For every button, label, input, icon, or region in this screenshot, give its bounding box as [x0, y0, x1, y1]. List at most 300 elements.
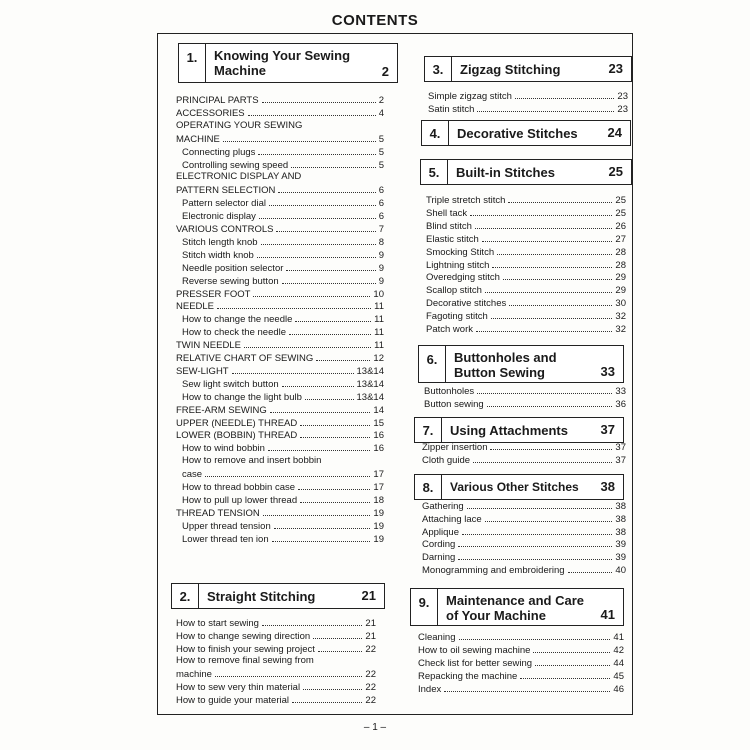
toc-entry[interactable] — [176, 107, 384, 119]
dot-leader — [568, 564, 613, 573]
section-page: 21 — [361, 588, 376, 603]
toc-entry[interactable] — [176, 300, 384, 312]
dot-leader — [300, 429, 370, 438]
toc-entry[interactable] — [182, 236, 384, 248]
toc-entry-page: 13&14 — [356, 366, 384, 377]
toc-entry-page: 26 — [615, 221, 626, 232]
section-title-line1: Maintenance and Care — [446, 593, 584, 608]
toc-entry-page: 32 — [615, 311, 626, 322]
toc-entry-page: 12 — [373, 353, 384, 364]
toc-entry[interactable] — [176, 352, 384, 364]
section-header-9[interactable] — [410, 588, 624, 626]
dot-leader — [313, 630, 362, 639]
dot-leader — [248, 107, 376, 116]
toc-entry-page: 21 — [365, 631, 376, 642]
dot-leader — [535, 657, 610, 666]
toc-entry-page: 19 — [373, 508, 384, 519]
toc-entry[interactable] — [182, 391, 384, 403]
toc-entry[interactable] — [176, 120, 384, 132]
toc-entry-label: Electronic display — [182, 211, 256, 222]
toc-entry-page: 17 — [373, 482, 384, 493]
toc-entry-label: How to change the needle — [182, 314, 293, 325]
dot-leader — [268, 442, 371, 451]
toc-entry-label: Controlling sewing speed — [182, 160, 289, 171]
toc-entry-page: 22 — [365, 644, 376, 655]
dot-leader — [509, 297, 612, 306]
section-title: Built-in Stitches — [456, 164, 555, 180]
toc-entry[interactable] — [422, 526, 626, 538]
toc-entry[interactable] — [182, 159, 384, 171]
dot-leader — [492, 259, 612, 268]
toc-entry-page: 2 — [378, 95, 384, 106]
toc-entry[interactable] — [422, 538, 626, 550]
toc-entry[interactable] — [176, 223, 384, 235]
section-number: 1. — [179, 44, 206, 82]
dot-leader — [444, 683, 610, 692]
toc-entry[interactable] — [182, 455, 384, 467]
toc-entry[interactable] — [182, 481, 384, 493]
toc-entry[interactable] — [426, 310, 626, 322]
toc-entry[interactable] — [176, 339, 384, 351]
dot-leader — [490, 441, 612, 450]
toc-entry[interactable] — [426, 323, 626, 335]
dot-leader — [258, 146, 375, 155]
toc-entry[interactable] — [426, 271, 626, 283]
toc-entry-label: Applique — [422, 527, 459, 538]
toc-entry-page: 5 — [378, 147, 384, 158]
toc-entry-page: 6 — [378, 198, 384, 209]
dot-leader — [533, 644, 610, 653]
toc-entry[interactable] — [422, 454, 626, 466]
toc-entry[interactable] — [176, 429, 384, 441]
dot-leader — [232, 365, 354, 374]
section-page: 37 — [600, 422, 615, 437]
toc-entry-page: 4 — [378, 108, 384, 119]
toc-entry-label: Cloth guide — [422, 455, 471, 466]
toc-entry[interactable] — [176, 133, 384, 145]
dot-leader — [215, 668, 363, 677]
toc-entry[interactable] — [426, 284, 626, 296]
toc-entry-page: 30 — [615, 298, 626, 309]
toc-entry-label: Cleaning — [418, 632, 456, 643]
toc-entry-page: 16 — [373, 443, 384, 454]
toc-entry-label: PRESSER FOOT — [176, 289, 251, 300]
toc-entry[interactable] — [418, 644, 624, 656]
toc-entry-page: 19 — [373, 521, 384, 532]
toc-entry[interactable] — [424, 385, 626, 397]
section-number: 6. — [419, 346, 446, 382]
toc-entry[interactable] — [422, 513, 626, 525]
toc-entry[interactable] — [182, 378, 384, 390]
toc-entry[interactable] — [418, 657, 624, 669]
toc-entry-label: Stitch length knob — [182, 237, 258, 248]
toc-entry-page: 13&14 — [356, 392, 384, 403]
toc-entry[interactable] — [182, 520, 384, 532]
dot-leader — [282, 378, 354, 387]
toc-entry-page: 46 — [613, 684, 624, 695]
toc-entry-page: 33 — [615, 386, 626, 397]
dot-leader — [263, 507, 371, 516]
toc-entry-label: How to remove final sewing from — [176, 655, 314, 666]
toc-entry-page: 23 — [617, 91, 628, 102]
section-title: Straight Stitching — [207, 588, 316, 604]
toc-entry-label: Reverse sewing button — [182, 276, 279, 287]
dot-leader — [508, 194, 612, 203]
dot-leader — [295, 313, 371, 322]
section-number: 9. — [411, 589, 438, 625]
section-title: Using Attachments — [450, 422, 568, 438]
dot-leader — [257, 249, 376, 258]
dot-leader — [270, 404, 371, 413]
dot-leader — [470, 207, 612, 216]
dot-leader — [205, 468, 370, 477]
dot-leader — [491, 310, 613, 319]
dot-leader — [316, 352, 370, 361]
toc-entry-label: PATTERN SELECTION — [176, 185, 276, 196]
dot-leader — [261, 236, 376, 245]
toc-entry-label: How to change sewing direction — [176, 631, 311, 642]
toc-entry-label: Darning — [422, 552, 456, 563]
toc-entry[interactable] — [182, 210, 384, 222]
toc-entry-page: 7 — [378, 224, 384, 235]
toc-entry-label: How to start sewing — [176, 618, 259, 629]
toc-entry-label: machine — [176, 669, 212, 680]
section-header-3[interactable] — [424, 56, 632, 82]
toc-entry-label: Cording — [422, 539, 456, 550]
toc-entry-label: FREE-ARM SEWING — [176, 405, 267, 416]
toc-entry[interactable] — [176, 655, 376, 667]
toc-entry-page: 11 — [374, 314, 384, 325]
dot-leader — [259, 210, 376, 219]
toc-entry-page: 28 — [615, 247, 626, 258]
section-header-4[interactable] — [421, 120, 631, 146]
toc-entry-label: Button sewing — [424, 399, 484, 410]
toc-entry[interactable] — [176, 668, 376, 680]
toc-entry-page: 16 — [373, 430, 384, 441]
dot-leader — [482, 233, 613, 242]
toc-entry[interactable] — [176, 630, 376, 642]
dot-leader — [282, 275, 376, 284]
toc-entry[interactable] — [182, 468, 384, 480]
dot-leader — [477, 103, 614, 112]
toc-entry[interactable] — [426, 297, 626, 309]
toc-entry-label: RELATIVE CHART OF SEWING — [176, 353, 314, 364]
toc-entry[interactable] — [182, 262, 384, 274]
toc-entry-page: 5 — [378, 134, 384, 145]
section-header-2[interactable] — [171, 583, 385, 609]
toc-entry-label: Satin stitch — [428, 104, 475, 115]
toc-entry-label: THREAD TENSION — [176, 508, 260, 519]
toc-entry[interactable] — [182, 494, 384, 506]
toc-entry[interactable] — [422, 500, 626, 512]
section-title: Decorative Stitches — [457, 125, 578, 141]
toc-entry-page: 42 — [613, 645, 624, 656]
toc-entry-page: 23 — [617, 104, 628, 115]
toc-entry-label: Buttonholes — [424, 386, 475, 397]
toc-entry-page: 25 — [615, 208, 626, 219]
toc-entry[interactable] — [182, 442, 384, 454]
toc-entry[interactable] — [424, 398, 626, 410]
dot-leader — [485, 284, 612, 293]
toc-entry-page: 8 — [378, 237, 384, 248]
dot-leader — [298, 481, 370, 490]
dot-leader — [503, 271, 612, 280]
toc-entry-page: 22 — [365, 682, 376, 693]
toc-entry-label: How to wind bobbin — [182, 443, 265, 454]
dot-leader — [292, 694, 362, 703]
section-page: 23 — [608, 61, 623, 76]
toc-entry[interactable] — [182, 249, 384, 261]
section-title: Various Other Stitches — [450, 479, 579, 494]
toc-entry-label: Repacking the machine — [418, 671, 518, 682]
dot-leader — [272, 533, 371, 542]
toc-entry-page: 21 — [365, 618, 376, 629]
section-page: 41 — [600, 607, 615, 622]
section-header-1[interactable] — [178, 43, 398, 83]
dot-leader — [300, 494, 370, 503]
toc-entry-page: 11 — [374, 340, 384, 351]
dot-leader — [262, 94, 376, 103]
section-header-6[interactable] — [418, 345, 624, 383]
toc-entry-label: Elastic stitch — [426, 234, 479, 245]
toc-entry[interactable] — [176, 288, 384, 300]
toc-entry-label: OPERATING YOUR SEWING — [176, 120, 303, 131]
toc-entry[interactable] — [176, 617, 376, 629]
toc-entry-label: Blind stitch — [426, 221, 472, 232]
dot-leader — [477, 385, 612, 394]
toc-entry-label: VARIOUS CONTROLS — [176, 224, 274, 235]
dot-leader — [318, 643, 363, 652]
dot-leader — [520, 670, 610, 679]
toc-entry[interactable] — [182, 197, 384, 209]
toc-entry-page: 25 — [615, 195, 626, 206]
toc-entry[interactable] — [176, 417, 384, 429]
toc-entry-label: case — [182, 469, 203, 480]
section-header-7[interactable] — [414, 417, 624, 443]
dot-leader — [253, 288, 370, 297]
page-title: CONTENTS — [331, 12, 419, 29]
toc-entry[interactable] — [426, 246, 626, 258]
toc-entry-page: 28 — [615, 260, 626, 271]
toc-entry-page: 37 — [615, 455, 626, 466]
toc-entry-label: Fagoting stitch — [426, 311, 488, 322]
toc-entry-label: NEEDLE — [176, 301, 215, 312]
toc-entry-label: How to guide your material — [176, 695, 289, 706]
dot-leader — [475, 220, 612, 229]
dot-leader — [459, 631, 611, 640]
toc-entry-label: UPPER (NEEDLE) THREAD — [176, 418, 298, 429]
toc-entry-page: 22 — [365, 669, 376, 680]
toc-entry-page: 18 — [373, 495, 384, 506]
dot-leader — [473, 454, 612, 463]
section-number: 7. — [415, 418, 442, 442]
toc-entry-page: 11 — [374, 327, 384, 338]
toc-entry-label: Lower thread ten ion — [182, 534, 269, 545]
toc-entry[interactable] — [182, 533, 384, 545]
toc-entry-label: Connecting plugs — [182, 147, 256, 158]
toc-entry[interactable] — [426, 194, 626, 206]
toc-entry-page: 22 — [365, 695, 376, 706]
toc-entry-label: Pattern selector dial — [182, 198, 266, 209]
dot-leader — [485, 513, 613, 522]
toc-entry-label: Needle position selector — [182, 263, 284, 274]
section-page: 25 — [608, 164, 623, 179]
toc-entry-page: 29 — [615, 272, 626, 283]
toc-entry-label: How to change the light bulb — [182, 392, 302, 403]
dot-leader — [300, 417, 370, 426]
toc-entry-page: 29 — [615, 285, 626, 296]
section-title-line2: of Your Machine — [446, 608, 546, 623]
toc-entry[interactable] — [176, 94, 384, 106]
toc-entry-label: Monogramming and embroidering — [422, 565, 565, 576]
dot-leader — [497, 246, 612, 255]
dot-leader — [291, 159, 376, 168]
toc-entry[interactable] — [176, 643, 376, 655]
toc-entry-label: Simple zigzag stitch — [428, 91, 512, 102]
toc-entry-page: 32 — [615, 324, 626, 335]
toc-entry[interactable] — [426, 220, 626, 232]
section-page: 33 — [600, 364, 615, 379]
toc-entry-page: 6 — [378, 211, 384, 222]
toc-entry-label: How to pull up lower thread — [182, 495, 298, 506]
toc-entry[interactable] — [182, 313, 384, 325]
dot-leader — [278, 184, 375, 193]
toc-entry-label: PRINCIPAL PARTS — [176, 95, 259, 106]
section-title-line2: Machine — [214, 63, 267, 78]
dot-leader — [305, 391, 354, 400]
toc-entry-page: 38 — [615, 514, 626, 525]
toc-entry-label: Index — [418, 684, 442, 695]
dot-leader — [276, 223, 375, 232]
toc-entry[interactable] — [426, 207, 626, 219]
toc-entry-label: Scallop stitch — [426, 285, 482, 296]
toc-entry-label: Overedging stitch — [426, 272, 500, 283]
toc-entry-page: 9 — [378, 250, 384, 261]
dot-leader — [289, 326, 371, 335]
toc-entry-label: Lightning stitch — [426, 260, 490, 271]
toc-entry-label: ELECTRONIC DISPLAY AND — [176, 171, 302, 182]
section-title-line2: Button Sewing — [454, 365, 545, 380]
dot-leader — [458, 538, 612, 547]
toc-entry-label: How to check the needle — [182, 327, 287, 338]
toc-entry-label: How to finish your sewing project — [176, 644, 315, 655]
toc-entry-page: 6 — [378, 185, 384, 196]
toc-entry-label: ACCESSORIES — [176, 108, 245, 119]
toc-entry[interactable] — [182, 146, 384, 158]
toc-entry-label: Zipper insertion — [422, 442, 488, 453]
toc-entry-label: TWIN NEEDLE — [176, 340, 241, 351]
toc-entry[interactable] — [176, 507, 384, 519]
toc-entry[interactable] — [182, 326, 384, 338]
toc-entry-page: 36 — [615, 399, 626, 410]
toc-entry[interactable] — [428, 90, 628, 102]
dot-leader — [244, 339, 371, 348]
toc-entry-page: 17 — [373, 469, 384, 480]
toc-entry[interactable] — [176, 681, 376, 693]
section-header-5[interactable] — [420, 159, 632, 185]
toc-entry-page: 38 — [615, 501, 626, 512]
dot-leader — [487, 398, 613, 407]
toc-entry-page: 44 — [613, 658, 624, 669]
toc-entry-page: 9 — [378, 276, 384, 287]
dot-leader — [274, 520, 371, 529]
toc-entry-page: 27 — [615, 234, 626, 245]
toc-entry[interactable] — [418, 670, 624, 682]
toc-entry-page: 13&14 — [356, 379, 384, 390]
section-title-line1: Knowing Your Sewing — [214, 48, 351, 63]
dot-leader — [223, 133, 376, 142]
dot-leader — [462, 526, 612, 535]
dot-leader — [515, 90, 614, 99]
dot-leader — [303, 681, 362, 690]
toc-entry-label: Sew light switch button — [182, 379, 279, 390]
section-header-8[interactable] — [414, 474, 624, 500]
toc-entry[interactable] — [428, 103, 628, 115]
toc-entry[interactable] — [176, 694, 376, 706]
toc-entry-page: 39 — [615, 539, 626, 550]
section-number: 2. — [172, 584, 199, 608]
toc-entry[interactable] — [182, 275, 384, 287]
toc-entry-page: 9 — [378, 263, 384, 274]
section-number: 8. — [415, 475, 442, 499]
toc-entry-label: Gathering — [422, 501, 464, 512]
toc-entry-page: 41 — [613, 632, 624, 643]
toc-entry-page: 19 — [373, 534, 384, 545]
toc-entry[interactable] — [176, 365, 384, 377]
toc-entry[interactable] — [176, 171, 384, 183]
section-page: 24 — [607, 125, 622, 140]
toc-entry-label: Smocking Stitch — [426, 247, 495, 258]
toc-entry-page: 45 — [613, 671, 624, 682]
toc-entry-label: How to sew very thin material — [176, 682, 301, 693]
section-title: Zigzag Stitching — [460, 61, 561, 77]
toc-entry[interactable] — [426, 259, 626, 271]
section-number: 3. — [425, 57, 452, 81]
toc-entry[interactable] — [418, 683, 624, 695]
toc-entry-label: How to thread bobbin case — [182, 482, 296, 493]
toc-entry-label: How to oil sewing machine — [418, 645, 531, 656]
toc-entry[interactable] — [176, 404, 384, 416]
toc-entry-label: How to remove and insert bobbin — [182, 455, 322, 466]
section-title-line1: Buttonholes and — [454, 350, 557, 365]
toc-entry-label: Attaching lace — [422, 514, 482, 525]
section-page: 2 — [381, 64, 389, 79]
section-number: 4. — [422, 121, 449, 145]
page-number: – 1 – — [363, 722, 387, 733]
toc-entry-label: MACHINE — [176, 134, 220, 145]
toc-entry[interactable] — [422, 564, 626, 576]
dot-leader — [467, 500, 613, 509]
toc-entry[interactable] — [418, 631, 624, 643]
toc-entry-label: SEW-LIGHT — [176, 366, 229, 377]
toc-entry-page: 10 — [373, 289, 384, 300]
toc-entry-label: Patch work — [426, 324, 473, 335]
toc-entry[interactable] — [176, 184, 384, 196]
toc-entry-page: 40 — [615, 565, 626, 576]
toc-entry-label: Triple stretch stitch — [426, 195, 506, 206]
dot-leader — [262, 617, 363, 626]
toc-entry[interactable] — [426, 233, 626, 245]
toc-entry-label: Stitch width knob — [182, 250, 254, 261]
toc-entry-label: Upper thread tension — [182, 521, 271, 532]
toc-entry[interactable] — [422, 551, 626, 563]
dot-leader — [286, 262, 375, 271]
section-page: 38 — [600, 479, 615, 494]
toc-entry-page: 15 — [373, 418, 384, 429]
toc-entry-label: Check list for better sewing — [418, 658, 533, 669]
toc-entry-page: 14 — [373, 405, 384, 416]
toc-entry[interactable] — [422, 441, 626, 453]
